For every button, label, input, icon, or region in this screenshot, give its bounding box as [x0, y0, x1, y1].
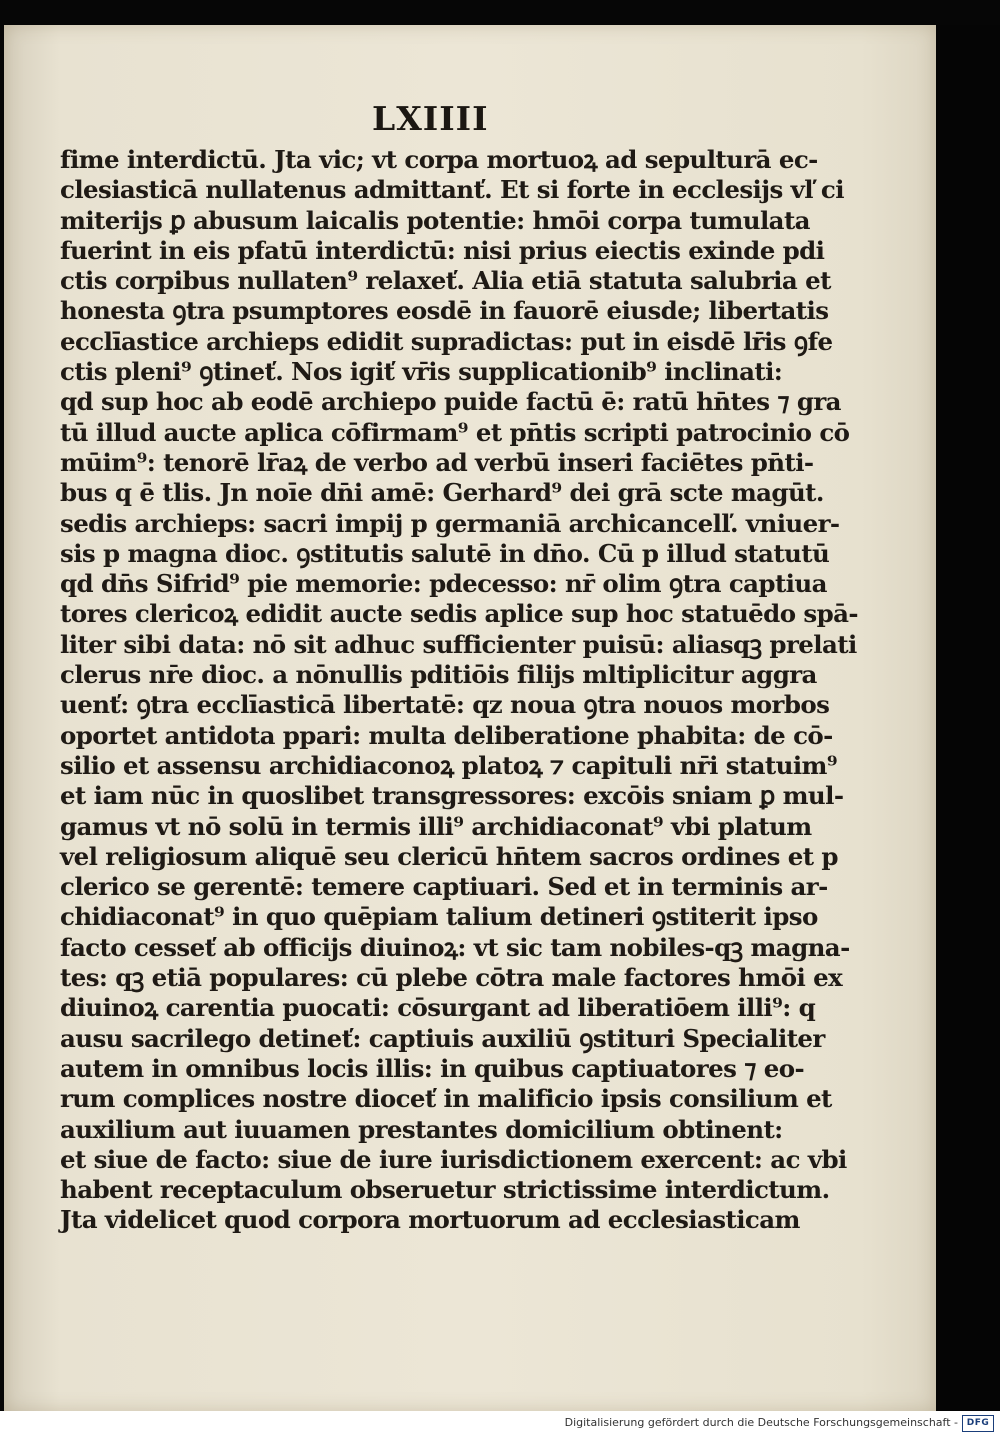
text-line: rum complices nostre dioceť in malificio ipsis consilium et [60, 1084, 832, 1114]
text-line: oportet antidota ppari: multa deliberatione phabita: de cō- [60, 720, 833, 750]
text-line: fime interdictū. Jta vic; vt corpa mortuoꝝ ad sepulturā ec- [60, 145, 818, 174]
text-line: bus q ē tlis. Jn noīe dn̄i amē: Gerhard⁹ dei grā scte magūt. [60, 478, 824, 508]
text-line: et siue de facto: siue de iure iurisdictionem exercent: ac vbi [60, 1144, 847, 1174]
text-line: ctis corpibus nullaten⁹ relaxeť. Alia etiā statuta salubria et [60, 266, 831, 296]
text-line: gamus vt nō solū in termis illi⁹ archidiaconat⁹ vbi platum [60, 811, 812, 841]
text-line: ausu sacrilego detineť: captiuis auxiliū ꝯstituri Specialiter [60, 1023, 825, 1053]
text-line: clesiasticā nullatenus admittanť. Et si forte in ecclesijs vľ ci [60, 175, 844, 205]
text-line: tū illud aucte aplica cōfirmam⁹ et pn̄tis scripti patrocinio cō [60, 417, 850, 447]
text-line: qd sup hoc ab eodē archiepo puide factū ē: ratū hn̄tes ⁊ gra [60, 387, 841, 417]
text-line: sedis archieps: sacri impij p germaniā archicancelľ. vniuer- [60, 508, 840, 538]
text-line: clerico se gerentē: temere captiuari. Sed et in terminis ar- [60, 872, 828, 902]
text-line: diuinoꝝ carentia puocati: cōsurgant ad liberatiōem illi⁹: q [60, 993, 816, 1023]
text-line: ecclīastice archieps edidit supradictas: put in eisdē lr̄is ꝯfe [60, 326, 833, 356]
text-line: vel religiosum aliquē seu clericū hn̄tem sacros ordines et p [60, 841, 838, 871]
scan-edge [936, 25, 1000, 1411]
text-column [60, 145, 858, 1235]
dfg-logo-icon: DFG [962, 1415, 994, 1432]
text-line: mūim⁹: tenorē lr̄aꝝ de verbo ad verbū inseri faciētes pn̄ti- [60, 447, 814, 477]
text-line: fuerint in eis pfatū interdictū: nisi prius eiectis exinde pdi [60, 235, 825, 265]
text-line: et iam nūc in quoslibet transgressores: excōis sniam ꝑ mul- [60, 781, 844, 811]
text-line: habent receptaculum obseruetur strictissime interdictum. [60, 1175, 830, 1205]
folio-number: LXIIII [372, 99, 489, 138]
text-line: auxilium aut iuuamen prestantes domicilium obtinent: [60, 1114, 783, 1144]
text-line: tores clericoꝝ edidit aucte sedis aplice sup hoc statuēdo spā- [60, 599, 858, 629]
text-line: sis p magna dioc. ꝯstitutis salutē in dn̄o. Cū p illud statutū [60, 538, 830, 568]
text-line: silio et assensu archidiaconoꝝ platoꝝ ⁊ capituli nr̄i statuim⁹ [60, 750, 837, 780]
text-line: autem in omnibus locis illis: in quibus captiuatores ⁊ eo- [60, 1053, 805, 1083]
text-line: facto cesseť ab officijs diuinoꝝ: vt sic tam nobiles-qꝫ magna- [60, 932, 850, 962]
text-line: qd dn̄s Sifrid⁹ pie memorie: pdecesso: nr̄ olim ꝯtra captiua [60, 569, 827, 599]
text-line: Jta videlicet quod corpora mortuorum ad ecclesiasticam [60, 1205, 800, 1235]
text-line: tes: qꝫ etiā populares: cū plebe cōtra male factores hmōi ex [60, 963, 843, 993]
text-line: miterijs ꝑ abusum laicalis potentie: hmōi corpa tumulata [60, 205, 810, 235]
text-line: uenť: ꝯtra ecclīasticā libertatē: qz noua ꝯtra nouos morbos [60, 690, 830, 720]
footer-bar [0, 1411, 1000, 1437]
text-line: ctis pleni⁹ ꝯtineť. Nos igiť vr̄is supplicationib⁹ inclinati: [60, 357, 783, 387]
text-line: clerus nr̄e dioc. a nōnullis pditiōis filijs mltiplicitur aggra [60, 660, 817, 690]
text-line: liter sibi data: nō sit adhuc sufficienter puisū: aliasqꝫ prelati [60, 629, 857, 659]
funding-credit: Digitalisierung gefördert durch die Deutsche Forschungsgemeinschaft - [564, 1416, 958, 1429]
text-line: chidiaconat⁹ in quo quēpiam talium detineri ꝯstiterit ipso [60, 902, 818, 932]
text-line: honesta ꝯtra psumptores eosdē in fauorē eiusde; libertatis [60, 296, 829, 326]
